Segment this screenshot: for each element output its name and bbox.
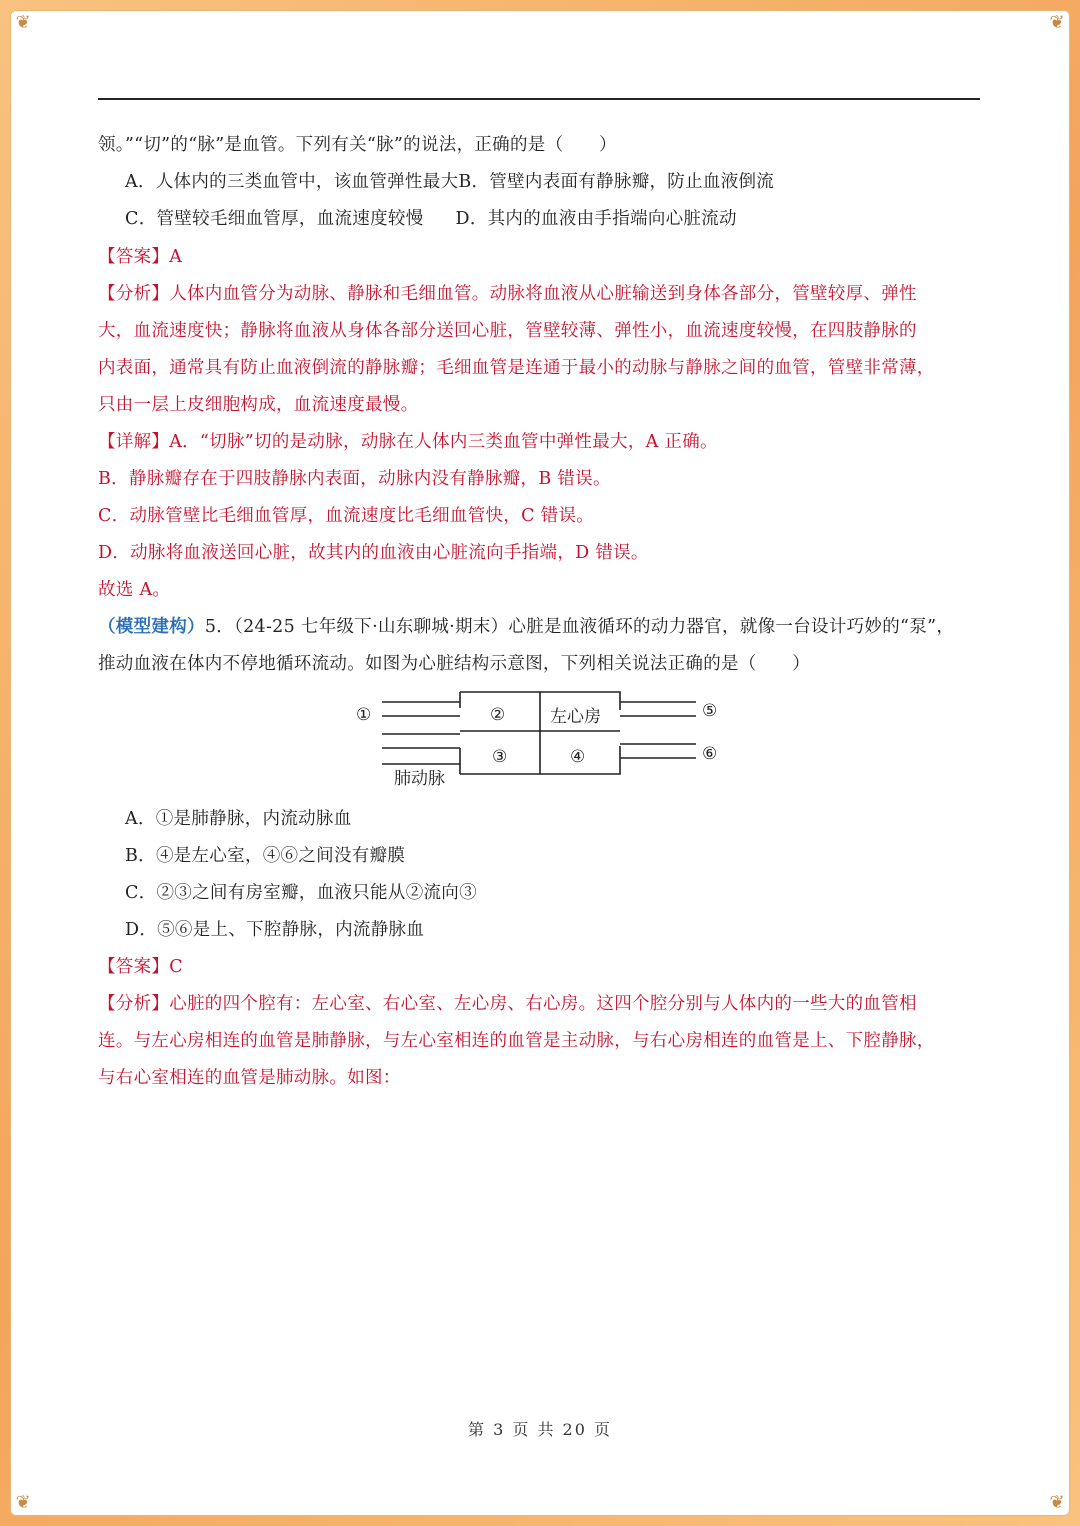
corner-ornament-icon: ❦	[1049, 1492, 1065, 1513]
q5-option-c: C．②③之间有房室瓣，血液只能从②流向③	[125, 883, 477, 903]
q4-option-b: B．管壁内表面有静脉瓣，防止血液倒流	[458, 172, 775, 192]
q5-analysis-line: 连。与左心房相连的血管是肺静脉，与左心室相连的血管是主动脉，与右心房相连的血管是上、下腔静脉，	[98, 1031, 935, 1051]
q4-option-d: D．其内的血液由手指端向心脏流动	[455, 209, 737, 229]
corner-ornament-icon: ❦	[1049, 12, 1065, 33]
q5-answer: 【答案】C	[98, 957, 183, 977]
q4-detail-line: C．动脉管壁比毛细血管厚，血流速度比毛细血管快，C 错误。	[98, 506, 595, 526]
diagram-label-6: ⑥	[702, 744, 718, 764]
q4-detail-line: D．动脉将血液送回心脏，故其内的血液由心脏流向手指端，D 错误。	[98, 543, 649, 563]
heart-diagram-svg	[350, 688, 730, 788]
q4-analysis-line: 【分析】人体内血管分为动脉、静脉和毛细血管。动脉将血液从心脏输送到身体各部分，管壁较厚、弹性	[98, 284, 917, 304]
q4-analysis-line: 只由一层上皮细胞构成，血流速度最慢。	[98, 395, 419, 415]
q5-stem-text: 5．（24-25 七年级下·山东聊城·期末）心脏是血液循环的动力器官，就像一台设计巧妙的“泵”，	[204, 617, 955, 637]
q4-options-row-2	[125, 205, 737, 230]
q4-option-c: C．管壁较毛细血管厚，血流速度较慢	[125, 209, 424, 229]
diagram-label-3: ③	[492, 747, 508, 767]
q4-answer: 【答案】A	[98, 247, 183, 267]
q4-option-a: A．人体内的三类血管中，该血管弹性最大	[125, 172, 459, 192]
q4-options-row-1	[125, 168, 774, 193]
q4-conclusion: 故选 A。	[98, 580, 171, 600]
q5-option-b: B．④是左心室，④⑥之间没有瓣膜	[125, 846, 406, 866]
q4-analysis-line: 大，血流速度快；静脉将血液从身体各部分送回心脏，管壁较薄、弹性小，血流速度较慢，在四肢静脉的	[98, 321, 917, 341]
q5-option-d: D．⑤⑥是上、下腔静脉，内流静脉血	[125, 920, 425, 940]
diagram-label-1: ①	[356, 705, 372, 725]
q5-stem-line-2: 推动血液在体内不停地循环流动。如图为心脏结构示意图，下列相关说法正确的是（ ）	[98, 654, 810, 674]
diagram-label-2: ②	[490, 705, 506, 725]
pulmonary-artery-label: 肺动脉	[394, 769, 445, 788]
heart-structure-diagram	[350, 688, 730, 788]
q5-analysis-line: 与右心室相连的血管是肺动脉。如图：	[98, 1068, 401, 1088]
corner-ornament-icon: ❦	[15, 1492, 31, 1513]
left-atrium-label: 左心房	[550, 707, 601, 727]
header-rule	[98, 98, 980, 100]
q4-detail-line: B．静脉瓣存在于四肢静脉内表面，动脉内没有静脉瓣，B 错误。	[98, 469, 611, 489]
corner-ornament-icon: ❦	[15, 12, 31, 33]
q4-detail-line: 【详解】A．“切脉”切的是动脉，动脉在人体内三类血管中弹性最大，A 正确。	[98, 432, 718, 452]
q4-analysis-line: 内表面，通常具有防止血液倒流的静脉瓣；毛细血管是连通于最小的动脉与静脉之间的血管，管壁非常薄，	[98, 358, 935, 378]
q5-stem-line-1	[98, 613, 954, 638]
q5-tag: （模型建构）	[98, 617, 205, 637]
q5-analysis-line: 【分析】心脏的四个腔有：左心室、右心室、左心房、右心房。这四个腔分别与人体内的一些大的血管相	[98, 994, 917, 1014]
page-number-footer: 第 3 页 共 20 页	[468, 1420, 612, 1439]
q5-option-a: A．①是肺静脉，内流动脉血	[125, 809, 352, 829]
diagram-label-4: ④	[570, 747, 586, 767]
diagram-label-5: ⑤	[702, 701, 718, 721]
question-tail: 领。”“切”的“脉”是血管。下列有关“脉”的说法，正确的是（ ）	[98, 135, 617, 155]
